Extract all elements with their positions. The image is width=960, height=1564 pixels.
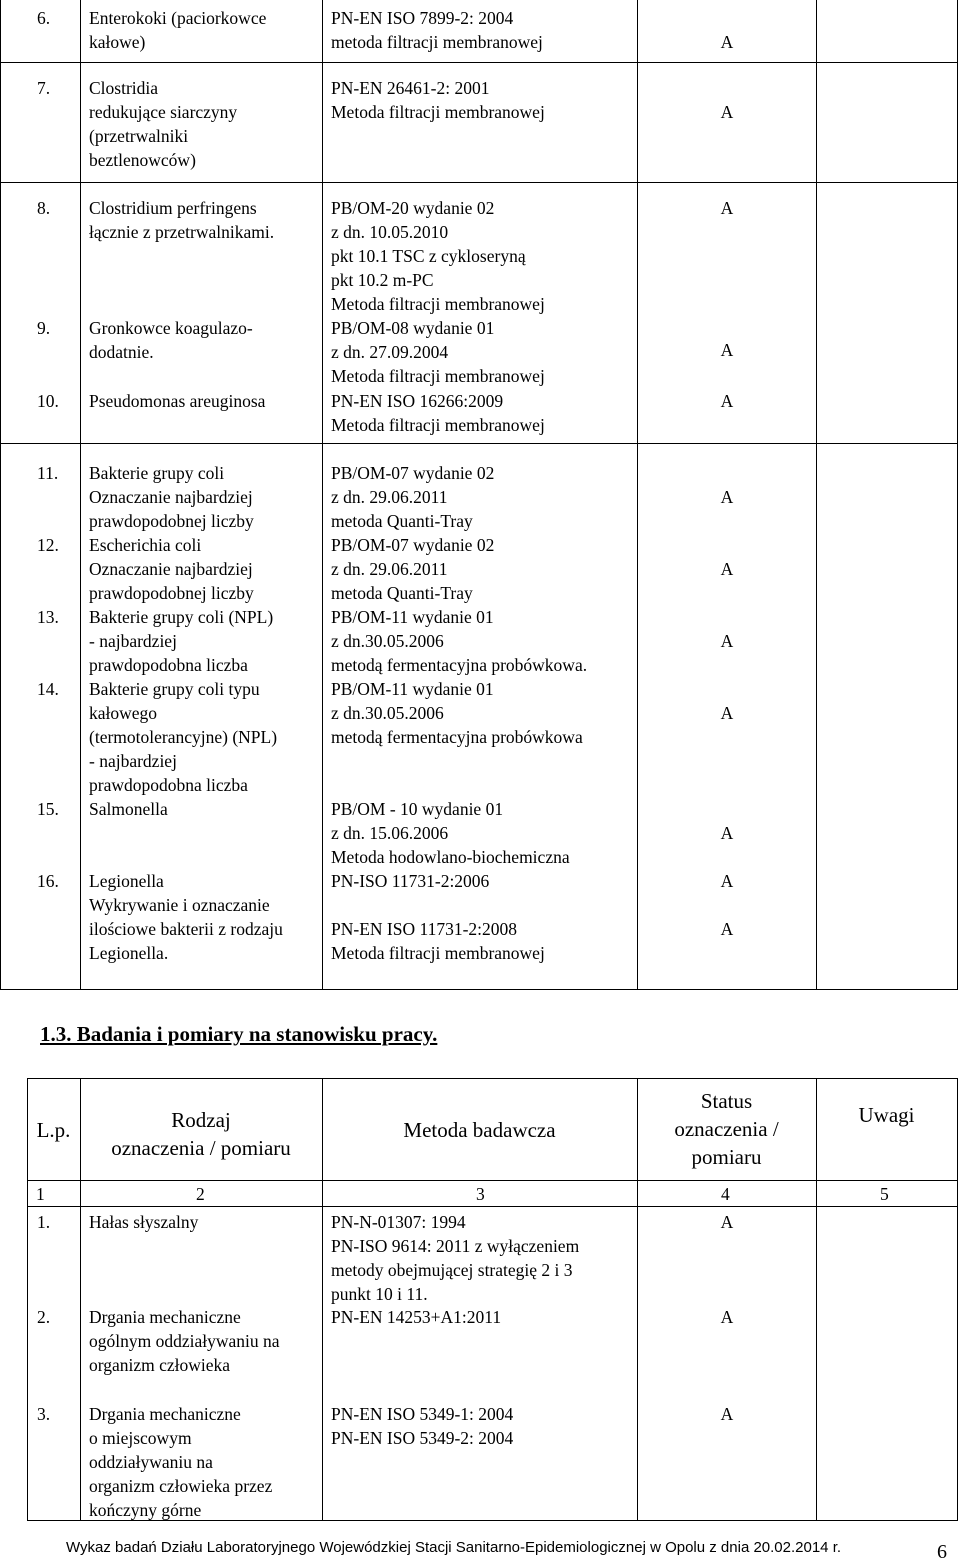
header-lp: L.p. [36, 1118, 71, 1142]
parameter-cell: Clostridium perfringens łącznie z przetrwalnikami. [89, 198, 275, 242]
col-number: 4 [721, 1184, 730, 1204]
status-cell: A [720, 340, 734, 360]
table1-border-left [0, 0, 1, 990]
row-number: 12. [37, 535, 59, 555]
table2-border-left [27, 1078, 28, 1521]
row-number: 6. [37, 8, 51, 28]
status-cell: A [720, 559, 734, 579]
row-number: 14. [37, 679, 59, 699]
status-cell: A [720, 1404, 734, 1424]
header-rodzaj: Rodzaj oznaczenia / pomiaru [111, 1108, 291, 1160]
row-number: 2. [37, 1307, 51, 1327]
method-cell: PB/OM-08 wydanie 01 z dn. 27.09.2004 Metoda filtracji membranowej [331, 318, 545, 386]
row-number: 16. [37, 871, 59, 891]
col-number: 1 [36, 1184, 45, 1204]
table2-border-right [957, 1078, 958, 1521]
parameter-cell: Bakterie grupy coli Oznaczanie najbardziej prawdopodobnej liczby [89, 463, 254, 531]
table1-border-right [957, 0, 958, 990]
method-cell: PB/OM-07 wydanie 02 z dn. 29.06.2011 metoda Quanti-Tray [331, 463, 495, 531]
table1-border-bottom [0, 989, 958, 990]
table1-row-line [0, 443, 958, 444]
table2-row-line [27, 1206, 958, 1207]
row-number: 11. [37, 463, 59, 483]
status-cell: A [720, 823, 734, 843]
parameter-cell: Escherichia coli Oznaczanie najbardziej prawdopodobnej liczby [89, 535, 254, 603]
method-cell: PB/OM-07 wydanie 02 z dn. 29.06.2011 metoda Quanti-Tray [331, 535, 495, 603]
table1-divider-2 [322, 0, 323, 990]
col-number: 3 [476, 1184, 485, 1204]
row-number: 15. [37, 799, 59, 819]
status-cell: A [720, 102, 734, 122]
method-cell: PN-EN ISO 16266:2009 Metoda filtracji membranowej [331, 391, 545, 435]
table1-row-line [0, 182, 958, 183]
parameter-cell: Drgania mechaniczne ogólnym oddziaływaniu na organizm człowieka [89, 1307, 280, 1375]
row-number: 3. [37, 1404, 51, 1424]
status-cell: A [720, 1307, 734, 1327]
status-cell: A [720, 631, 734, 651]
row-number: 8. [37, 198, 51, 218]
parameter-cell: Legionella Wykrywanie i oznaczanie ilościowe bakterii z rodzaju Legionella. [89, 871, 283, 963]
table1-divider-1 [80, 0, 81, 990]
row-number: 1. [37, 1212, 51, 1232]
row-number: 13. [37, 607, 59, 627]
table1-divider-3 [637, 0, 638, 990]
method-cell: PN-EN 14253+A1:2011 [331, 1307, 502, 1327]
method-cell: PB/OM-11 wydanie 01 z dn.30.05.2006 metodą fermentacyjna probówkowa [331, 679, 583, 747]
status-cell: A [720, 703, 734, 723]
page-number: 6 [937, 1541, 947, 1563]
table2-border-top [27, 1078, 958, 1079]
method-cell: PN-EN 26461-2: 2001 Metoda filtracji membranowej [331, 78, 545, 122]
status-cell: A [720, 1212, 734, 1232]
status-cell: A [720, 391, 734, 411]
method-cell: PN-ISO 11731-2:2006 PN-EN ISO 11731-2:2008 Metoda filtracji membranowej [331, 871, 545, 963]
header-metoda: Metoda badawcza [403, 1118, 556, 1142]
method-cell: PN-N-01307: 1994 PN-ISO 9614: 2011 z wyłączeniem metody obejmującej strategię 2 i 3 punkt 10 i 11. [331, 1212, 580, 1304]
method-cell: PB/OM-11 wydanie 01 z dn.30.05.2006 metodą fermentacyjna probówkowa. [331, 607, 588, 675]
table2-row-line [27, 1180, 958, 1181]
method-cell: PN-EN ISO 7899-2: 2004 metoda filtracji membranowej [331, 8, 543, 52]
method-cell: PB/OM - 10 wydanie 01 z dn. 15.06.2006 Metoda hodowlano-biochemiczna [331, 799, 570, 867]
parameter-cell: Gronkowce koagulazo- dodatnie. [89, 318, 253, 362]
table1-divider-4 [816, 0, 817, 990]
page-footer: Wykaz badań Działu Laboratoryjnego Wojewódzkiej Stacji Sanitarno-Epidemiologicznej w Opolu z dnia 20.02.2014 r. [66, 1539, 842, 1556]
parameter-cell: Pseudomonas areuginosa [89, 391, 266, 411]
parameter-cell: Enterokoki (paciorkowce kałowe) [89, 8, 267, 52]
row-number: 9. [37, 318, 51, 338]
parameter-cell: Bakterie grupy coli typu kałowego (termotolerancyjne) (NPL) - najbardziej prawdopodobna liczba [89, 679, 278, 795]
parameter-cell: Drgania mechaniczne o miejscowym oddziaływaniu na organizm człowieka przez kończyny górne [89, 1404, 273, 1520]
parameter-cell: Salmonella [89, 799, 168, 819]
row-number: 7. [37, 78, 51, 98]
parameter-cell: Clostridia redukujące siarczyny (przetrwalniki beztlenowców) [89, 78, 238, 170]
header-uwagi: Uwagi [858, 1103, 915, 1127]
row-number: 10. [37, 391, 59, 411]
status-cell: A [720, 919, 734, 939]
status-cell: A [720, 32, 734, 52]
method-cell: PB/OM-20 wydanie 02 z dn. 10.05.2010 pkt 10.1 TSC z cykloseryną pkt 10.2 m-PC Metoda filtracji membranowej [331, 198, 545, 314]
status-cell: A [720, 871, 734, 891]
parameter-cell: Bakterie grupy coli (NPL) - najbardziej prawdopodobna liczba [89, 607, 274, 675]
col-number: 5 [880, 1184, 889, 1204]
parameter-cell: Hałas słyszalny [89, 1212, 199, 1232]
table1-row-line [0, 62, 958, 63]
method-cell: PN-EN ISO 5349-1: 2004 PN-EN ISO 5349-2: 2004 [331, 1404, 514, 1448]
table2-divider-2 [322, 1078, 323, 1521]
table2-divider-4 [816, 1078, 817, 1521]
header-status: Status oznaczenia / pomiaru [674, 1089, 779, 1169]
col-number: 2 [196, 1184, 205, 1204]
status-cell: A [720, 487, 734, 507]
section-heading: 1.3. Badania i pomiary na stanowisku pracy. [40, 1022, 438, 1046]
status-cell: A [720, 198, 734, 218]
